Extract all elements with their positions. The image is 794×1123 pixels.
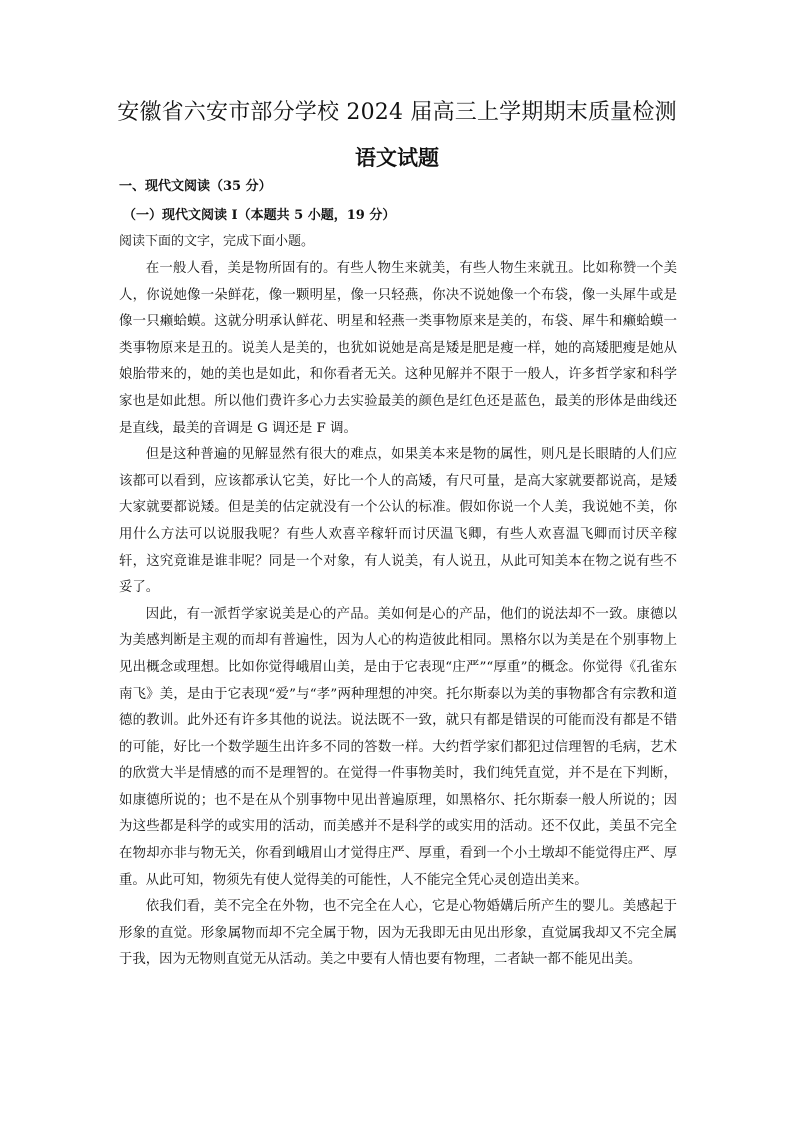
article-body	[119, 256, 677, 974]
article-paragraph-1: 在一般人看，美是物所固有的。有些人物生来就美，有些人物生来就丑。比如称赞一个美人，你说她像一朵鲜花，像一颗明星，像一只轻燕，你决不说她像一个布袋，像一头犀牛或是像一只癞蛤蟆。这就分明承认鲜花、明星和轻燕一类事物原来是美的，布袋、犀牛和癞蛤蟆一类事物原来是丑的。说美人是美的，也犹如说她是高是矮是肥是瘦一样，她的高矮肥瘦是她从娘胎带来的，她的美也是如此，和你看者无关。这种见解并不限于一般人，许多哲学家和科学家也是如此想。所以他们费许多心力去实验最美的颜色是红色还是蓝色，最美的形体是曲线还是直线，最美的音调是 G 调还是 F 调。	[119, 261, 677, 436]
section-heading-part1-sub: （一）现代文阅读 I（本题共 5 小题，19 分）	[123, 208, 396, 223]
article-paragraph-4: 依我们看，美不完全在外物，也不完全在人心，它是心物婚媾后所产生的婴儿。美感起于形象的直觉。形象属物而却不完全属于物，因为无我即无由见出形象，直觉属我却又不完全属于我，因为无物则直觉无从活动。美之中要有人情也要有物理，二者缺一都不能见出美。	[119, 899, 677, 968]
reading-instruction: 阅读下面的文字，完成下面小题。	[119, 234, 315, 249]
article-paragraph-2: 但是这种普遍的见解显然有很大的难点，如果美本来是物的属性，则凡是长眼睛的人们应该都可以看到，应该都承认它美，好比一个人的高矮，有尺可量，是高大家就要都说高，是矮大家就要都说矮。但是美的估定就没有一个公认的标准。假如你说一个人美，我说她不美，你用什么方法可以说服我呢？有些人欢喜辛稼轩而讨厌温飞卿，有些人欢喜温飞卿而讨厌辛稼轩，这究竟谁是谁非呢？同是一个对象，有人说美，有人说丑，从此可知美本在物之说有些不妥了。	[119, 447, 677, 596]
section-heading-part1: 一、现代文阅读（35 分）	[119, 179, 272, 194]
exam-title: 安徽省六安市部分学校 2024 届高三上学期期末质量检测	[117, 100, 677, 125]
exam-subtitle: 语文试题	[355, 145, 439, 170]
article-paragraph-3: 因此，有一派哲学家说美是心的产品。美如何是心的产品，他们的说法却不一致。康德以为美感判断是主观的而却有普遍性，因为人心的构造彼此相同。黑格尔以为美是在个别事物上见出概念或理想。比如你觉得峨眉山美，是由于它表现“庄严”“厚重”的概念。你觉得《孔雀东南飞》美，是由于它表现“爱”与“孝”两种理想的冲突。托尔斯泰以为美的事物都含有宗教和道德的教训。此外还有许多其他的说法。说法既不一致，就只有都是错误的可能而没有都是不错的可能，好比一个数学题生出许多不同的答数一样。大约哲学家们都犯过信理智的毛病，艺术的欣赏大半是情感的而不是理智的。在觉得一件事物美时，我们纯凭直觉，并不是在下判断，如康德所说的；也不是在从个别事物中见出普遍原理，如黑格尔、托尔斯泰一般人所说的；因为这些都是科学的或实用的活动，而美感并不是科学的或实用的活动。还不仅此，美虽不完全在物却亦非与物无关，你看到峨眉山才觉得庄严、厚重，看到一个小土墩却不能觉得庄严、厚重。从此可知，物须先有使人觉得美的可能性，人不能完全凭心灵创造出美来。	[119, 606, 677, 888]
